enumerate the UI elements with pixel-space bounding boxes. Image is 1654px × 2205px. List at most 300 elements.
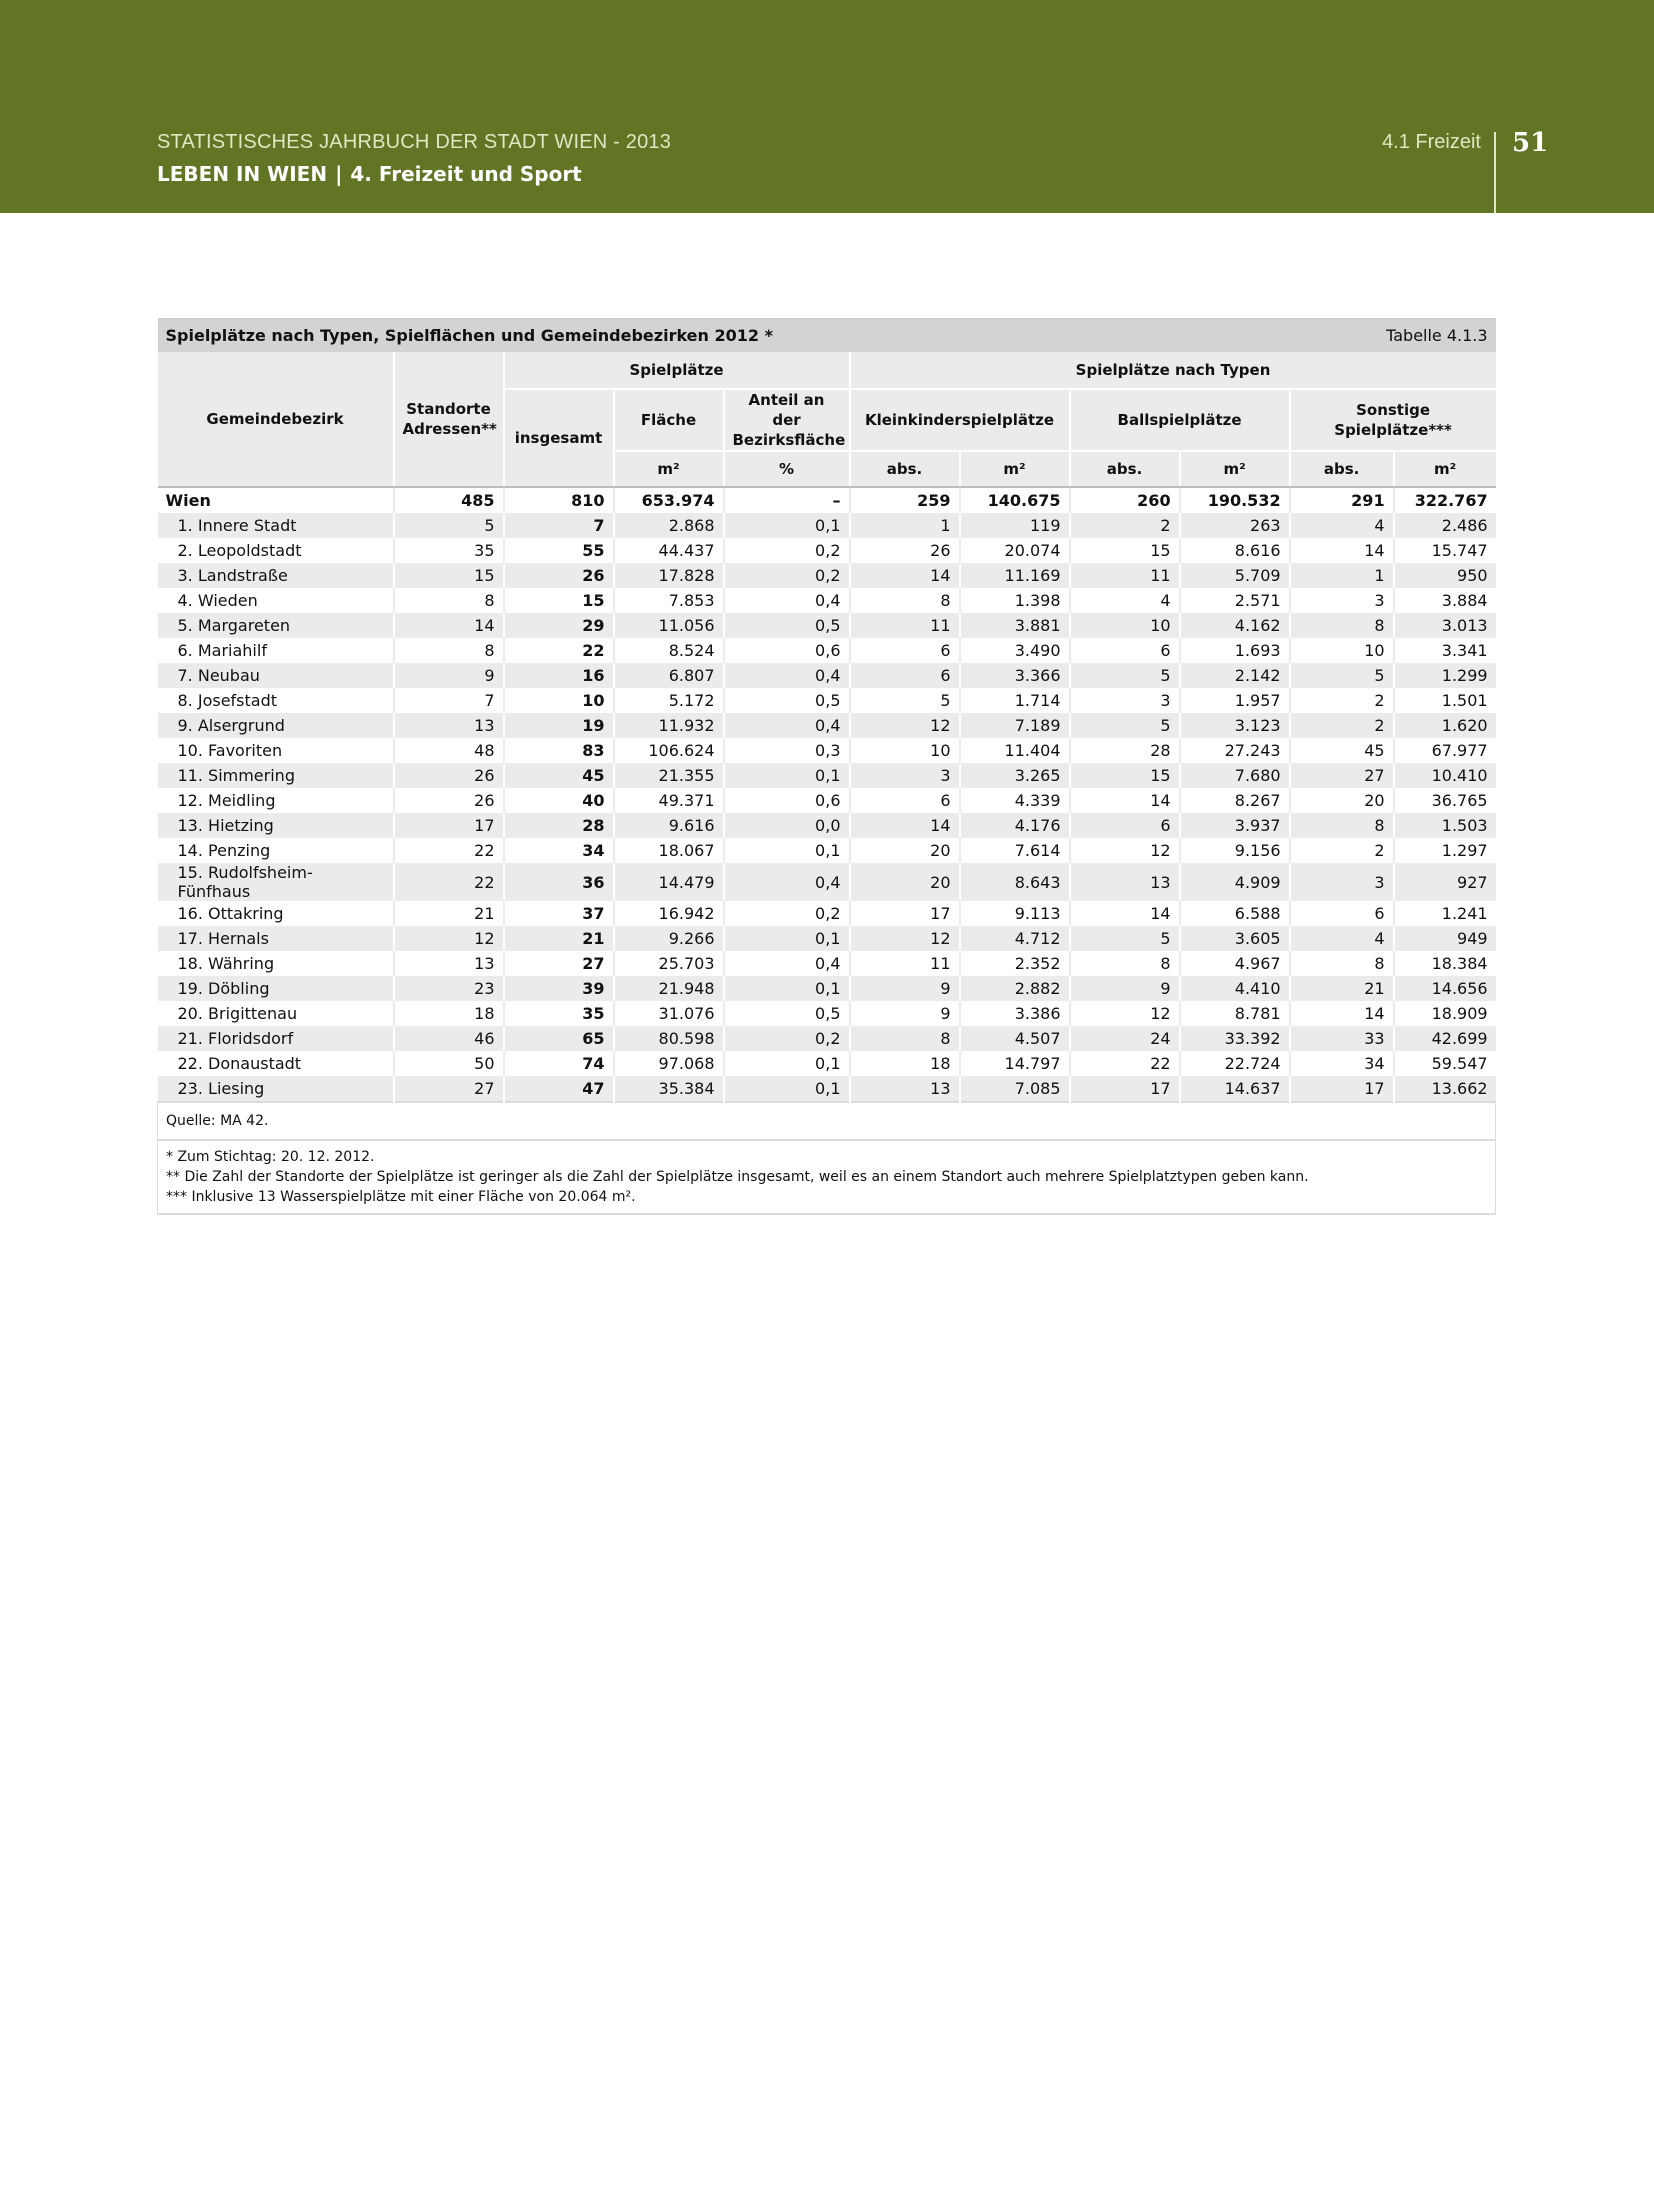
cell-total: 36	[504, 863, 614, 901]
cell-locations: 8	[394, 588, 504, 613]
cell-district: 2. Leopoldstadt	[158, 538, 394, 563]
cell-area: 21.948	[614, 976, 724, 1001]
chapter-label: 4. Freizeit und Sport	[350, 162, 582, 186]
cell-other-m2: 1.241	[1441, 904, 1488, 923]
cell-other-abs: 14	[1290, 538, 1394, 563]
cell-area: 8.524	[614, 638, 724, 663]
cell-other-m2: 1.501	[1441, 691, 1488, 710]
cell-toddler-abs: 10	[850, 738, 960, 763]
cell-toddler-m2: 3.490	[960, 638, 1070, 663]
table-row	[158, 713, 1496, 738]
table-row	[158, 538, 1496, 563]
cell-toddler-abs: 18	[850, 1051, 960, 1076]
cell-other-abs: 291	[1290, 487, 1394, 513]
cell-ball-abs: 14	[1070, 901, 1180, 926]
cell-ball-abs: 17	[1070, 1076, 1180, 1102]
cell-other-m2: 949	[1394, 926, 1496, 951]
cell-ball-m2: 5.709	[1180, 563, 1290, 588]
table-row	[158, 838, 1496, 863]
cell-toddler-m2: 7.085	[960, 1076, 1070, 1102]
total-row	[158, 487, 1496, 513]
cell-other-m2: 14.656	[1394, 976, 1496, 1001]
cell-ball-abs: 10	[1070, 613, 1180, 638]
cell-area: 14.479	[614, 863, 724, 901]
cell-ball-abs: 9	[1070, 976, 1180, 1001]
cell-ball-m2: 22.724	[1180, 1051, 1290, 1076]
cell-share: 0,4	[724, 951, 850, 976]
cell-other-m2: 3.341	[1441, 641, 1488, 660]
cell-locations: 15	[394, 563, 504, 588]
cell-ball-m2: 3.937	[1180, 813, 1290, 838]
cell-other-abs: 33	[1290, 1026, 1394, 1051]
cell-toddler-m2: 7.189	[960, 713, 1070, 738]
cell-other-abs: 4	[1290, 513, 1394, 538]
cell-area: 49.371	[614, 788, 724, 813]
cell-toddler-abs: 6	[850, 663, 960, 688]
cell-ball-m2: 263	[1180, 513, 1290, 538]
cell-district: 10. Favoriten	[158, 738, 394, 763]
cell-district: 15. Rudolfsheim-Fünfhaus	[158, 863, 394, 901]
header-area: Fläche	[614, 389, 724, 451]
cell-locations: 17	[394, 813, 504, 838]
table-row	[158, 976, 1496, 1001]
cell-toddler-m2: 11.169	[960, 563, 1070, 588]
table-row	[158, 663, 1496, 688]
cell-total: 65	[504, 1026, 614, 1051]
cell-share: 0,1	[724, 838, 850, 863]
cell-district: 19. Döbling	[158, 976, 394, 1001]
cell-ball-abs: 5	[1070, 926, 1180, 951]
cell-share: 0,5	[724, 1001, 850, 1026]
table-row	[158, 588, 1496, 613]
cell-other-abs: 5	[1290, 663, 1394, 688]
cell-share: 0,1	[724, 1076, 850, 1102]
cell-area: 9.266	[614, 926, 724, 951]
header-playgrounds: Spielplätze	[504, 352, 850, 389]
cell-locations: 46	[394, 1026, 504, 1051]
publication-title: STATISTISCHES JAHRBUCH DER STADT WIEN - 2013	[157, 131, 672, 153]
cell-area: 9.616	[614, 813, 724, 838]
cell-area: 31.076	[614, 1001, 724, 1026]
table-row	[158, 788, 1496, 813]
cell-other-abs: 4	[1290, 926, 1394, 951]
cell-other-m2: 1.299	[1394, 663, 1496, 688]
cell-total: 21	[504, 926, 614, 951]
breadcrumb-separator: |	[335, 162, 343, 186]
cell-share: 0,1	[724, 976, 850, 1001]
cell-ball-m2: 6.588	[1180, 901, 1290, 926]
header-divider	[1494, 132, 1496, 213]
cell-ball-abs: 22	[1070, 1051, 1180, 1076]
cell-ball-abs: 260	[1070, 487, 1180, 513]
cell-toddler-abs: 1	[850, 513, 960, 538]
cell-area: 6.807	[614, 663, 724, 688]
table-notes	[158, 1140, 1496, 1214]
cell-other-abs: 3	[1290, 588, 1394, 613]
unit-toddler-abs: abs.	[850, 451, 960, 487]
cell-district: Wien	[158, 487, 394, 513]
cell-total: 47	[504, 1076, 614, 1102]
header-by-type: Spielplätze nach Typen	[850, 352, 1496, 389]
cell-toddler-m2: 3.386	[960, 1001, 1070, 1026]
cell-share: 0,4	[724, 863, 850, 901]
cell-area: 44.437	[614, 538, 724, 563]
cell-share: 0,2	[724, 901, 850, 926]
cell-area: 80.598	[614, 1026, 724, 1051]
cell-toddler-abs: 12	[850, 713, 960, 738]
table-row	[158, 563, 1496, 588]
cell-total: 28	[504, 813, 614, 838]
section-label: 4.1 Freizeit	[1382, 131, 1481, 153]
cell-ball-abs: 15	[1070, 538, 1180, 563]
cell-locations: 13	[394, 713, 504, 738]
page-header-banner	[0, 0, 1654, 213]
cell-total: 83	[504, 738, 614, 763]
cell-share: 0,6	[724, 638, 850, 663]
cell-ball-abs: 15	[1070, 763, 1180, 788]
cell-other-m2: 59.547	[1431, 1054, 1488, 1073]
cell-locations: 5	[394, 513, 504, 538]
cell-other-m2: 927	[1394, 863, 1496, 901]
cell-total: 27	[504, 951, 614, 976]
cell-locations: 26	[394, 763, 504, 788]
cell-toddler-m2: 2.352	[960, 951, 1070, 976]
cell-other-abs: 10	[1290, 638, 1394, 663]
table-row	[158, 688, 1496, 713]
cell-locations: 48	[394, 738, 504, 763]
cell-ball-abs: 12	[1070, 1001, 1180, 1026]
cell-ball-abs: 24	[1070, 1026, 1180, 1051]
footnote-3: *** Inklusive 13 Wasserspielplätze mit einer Fläche von 20.064 m².	[166, 1189, 636, 1205]
cell-district: 1. Innere Stadt	[158, 513, 394, 538]
table-row	[158, 513, 1496, 538]
cell-ball-m2: 8.616	[1180, 538, 1290, 563]
cell-total: 26	[504, 563, 614, 588]
table-row	[158, 951, 1496, 976]
unit-other-m2: m²	[1394, 451, 1496, 487]
playground-table-container	[157, 318, 1495, 1215]
cell-total: 19	[504, 713, 614, 738]
cell-ball-abs: 28	[1070, 738, 1180, 763]
header-other: Sonstige Spielplätze***	[1290, 389, 1496, 451]
cell-toddler-m2: 7.614	[960, 838, 1070, 863]
cell-area: 653.974	[614, 487, 724, 513]
cell-ball-abs: 2	[1070, 513, 1180, 538]
cell-ball-m2: 8.781	[1180, 1001, 1290, 1026]
cell-locations: 26	[394, 788, 504, 813]
header-total: insgesamt	[504, 389, 614, 487]
cell-district: 7. Neubau	[158, 663, 394, 688]
cell-area: 21.355	[614, 763, 724, 788]
cell-district: 8. Josefstadt	[158, 688, 394, 713]
cell-other-abs: 17	[1290, 1076, 1394, 1102]
cell-ball-m2: 1.693	[1180, 638, 1290, 663]
cell-share: 0,4	[724, 663, 850, 688]
footnote-1: * Zum Stichtag: 20. 12. 2012.	[166, 1149, 375, 1165]
cell-other-m2: 13.662	[1394, 1076, 1496, 1102]
cell-ball-abs: 8	[1070, 951, 1180, 976]
cell-share: 0,3	[724, 738, 850, 763]
table-body	[158, 487, 1496, 1102]
cell-other-m2: 950	[1394, 563, 1496, 588]
cell-area: 106.624	[614, 738, 724, 763]
cell-toddler-abs: 5	[850, 688, 960, 713]
cell-toddler-m2: 3.881	[960, 613, 1070, 638]
cell-share: 0,4	[724, 713, 850, 738]
cell-toddler-abs: 6	[850, 788, 960, 813]
cell-ball-m2: 3.123	[1180, 713, 1290, 738]
cell-toddler-m2: 2.882	[960, 976, 1070, 1001]
cell-ball-m2: 2.142	[1180, 663, 1290, 688]
unit-ball-abs: abs.	[1070, 451, 1180, 487]
cell-locations: 21	[394, 901, 504, 926]
table-row	[158, 763, 1496, 788]
cell-total: 40	[504, 788, 614, 813]
header-district: Gemeindebezirk	[158, 352, 394, 487]
cell-total: 45	[504, 763, 614, 788]
cell-district: 11. Simmering	[158, 763, 394, 788]
cell-district: 3. Landstraße	[158, 563, 394, 588]
cell-toddler-m2: 4.712	[960, 926, 1070, 951]
table-row	[158, 901, 1496, 926]
cell-total: 810	[504, 487, 614, 513]
cell-other-m2: 1.620	[1394, 713, 1496, 738]
cell-other-abs: 3	[1290, 863, 1394, 901]
page-number: 51	[1512, 128, 1549, 158]
header-toddler: Kleinkinderspielplätze	[850, 389, 1070, 451]
cell-total: 37	[504, 901, 614, 926]
cell-other-abs: 8	[1290, 813, 1394, 838]
cell-other-abs: 27	[1290, 763, 1394, 788]
cell-district: 23. Liesing	[158, 1076, 394, 1102]
table-row	[158, 813, 1496, 838]
cell-toddler-m2: 20.074	[960, 538, 1070, 563]
part-label: LEBEN IN WIEN	[157, 162, 328, 186]
cell-toddler-abs: 8	[850, 588, 960, 613]
cell-ball-m2: 8.267	[1180, 788, 1290, 813]
cell-locations: 23	[394, 976, 504, 1001]
cell-district: 16. Ottakring	[158, 901, 394, 926]
cell-other-m2: 36.765	[1431, 791, 1488, 810]
cell-toddler-abs: 11	[850, 951, 960, 976]
cell-toddler-abs: 9	[850, 976, 960, 1001]
cell-area: 17.828	[614, 563, 724, 588]
cell-area: 35.384	[614, 1076, 724, 1102]
cell-ball-m2: 4.410	[1180, 976, 1290, 1001]
cell-toddler-abs: 13	[850, 1076, 960, 1102]
cell-ball-m2: 9.156	[1180, 838, 1290, 863]
cell-toddler-abs: 259	[850, 487, 960, 513]
cell-toddler-abs: 11	[850, 613, 960, 638]
cell-district: 14. Penzing	[158, 838, 394, 863]
cell-other-m2: 2.486	[1394, 513, 1496, 538]
cell-share: 0,6	[724, 788, 850, 813]
cell-other-m2: 10.410	[1394, 763, 1496, 788]
cell-total: 22	[504, 638, 614, 663]
cell-other-abs: 45	[1290, 738, 1394, 763]
cell-district: 13. Hietzing	[158, 813, 394, 838]
cell-other-abs: 8	[1290, 613, 1394, 638]
cell-total: 29	[504, 613, 614, 638]
cell-other-abs: 14	[1290, 1001, 1394, 1026]
cell-share: 0,1	[724, 513, 850, 538]
cell-other-m2: 3.884	[1441, 591, 1488, 610]
cell-share: 0,2	[724, 1026, 850, 1051]
cell-share: 0,0	[724, 813, 850, 838]
cell-locations: 22	[394, 838, 504, 863]
header-share: Anteil an der Bezirksfläche	[724, 389, 850, 451]
cell-toddler-abs: 17	[850, 901, 960, 926]
cell-ball-m2: 2.571	[1180, 588, 1290, 613]
cell-locations: 27	[394, 1076, 504, 1102]
cell-other-abs: 20	[1290, 788, 1394, 813]
chapter-breadcrumb	[157, 162, 582, 186]
header-locations: Standorte Adressen**	[394, 352, 504, 487]
cell-area: 7.853	[614, 588, 724, 613]
cell-locations: 50	[394, 1051, 504, 1076]
cell-share: 0,4	[724, 588, 850, 613]
playground-table	[157, 318, 1496, 1215]
cell-district: 6. Mariahilf	[158, 638, 394, 663]
cell-share: 0,1	[724, 926, 850, 951]
table-row	[158, 738, 1496, 763]
cell-locations: 18	[394, 1001, 504, 1026]
cell-district: 5. Margareten	[158, 613, 394, 638]
cell-area: 11.056	[614, 613, 724, 638]
cell-ball-abs: 3	[1070, 688, 1180, 713]
cell-other-m2: 15.747	[1431, 541, 1488, 560]
cell-toddler-m2: 1.398	[960, 588, 1070, 613]
cell-toddler-m2: 4.176	[960, 813, 1070, 838]
cell-toddler-abs: 20	[850, 863, 960, 901]
cell-ball-abs: 6	[1070, 813, 1180, 838]
cell-other-abs: 21	[1290, 976, 1394, 1001]
cell-total: 16	[504, 663, 614, 688]
cell-ball-abs: 12	[1070, 838, 1180, 863]
cell-toddler-m2: 9.113	[960, 901, 1070, 926]
cell-total: 34	[504, 838, 614, 863]
cell-area: 5.172	[614, 688, 724, 713]
cell-toddler-abs: 14	[850, 563, 960, 588]
cell-area: 25.703	[614, 951, 724, 976]
cell-ball-m2: 14.637	[1180, 1076, 1290, 1102]
table-row	[158, 1001, 1496, 1026]
cell-toddler-m2: 11.404	[960, 738, 1070, 763]
table-caption-row	[158, 319, 1496, 353]
cell-toddler-abs: 8	[850, 1026, 960, 1051]
cell-other-m2: 42.699	[1394, 1026, 1496, 1051]
cell-district: 9. Alsergrund	[158, 713, 394, 738]
cell-other-m2: 322.767	[1394, 487, 1496, 513]
cell-ball-abs: 6	[1070, 638, 1180, 663]
unit-toddler-m2: m²	[960, 451, 1070, 487]
cell-share: 0,5	[724, 688, 850, 713]
cell-area: 2.868	[614, 513, 724, 538]
cell-locations: 8	[394, 638, 504, 663]
cell-locations: 485	[394, 487, 504, 513]
unit-ball-m2: m²	[1180, 451, 1290, 487]
table-row	[158, 1051, 1496, 1076]
cell-locations: 13	[394, 951, 504, 976]
table-row	[158, 926, 1496, 951]
cell-total: 35	[504, 1001, 614, 1026]
cell-other-abs: 34	[1290, 1051, 1394, 1076]
cell-other-m2: 67.977	[1431, 741, 1488, 760]
table-source: Quelle: MA 42.	[158, 1102, 1496, 1140]
cell-total: 55	[504, 538, 614, 563]
cell-other-abs: 2	[1290, 713, 1394, 738]
cell-other-abs: 2	[1290, 838, 1394, 863]
cell-district: 22. Donaustadt	[158, 1051, 394, 1076]
cell-toddler-m2: 4.507	[960, 1026, 1070, 1051]
cell-other-m2: 1.297	[1441, 841, 1488, 860]
footnote-2: ** Die Zahl der Standorte der Spielplätze ist geringer als die Zahl der Spielplätze insgesamt, weil es an einem Standort auch mehrere Spielplatztypen geben kann.	[166, 1169, 1309, 1185]
cell-area: 16.942	[614, 901, 724, 926]
cell-ball-abs: 5	[1070, 663, 1180, 688]
unit-other-abs: abs.	[1290, 451, 1394, 487]
cell-other-m2: 18.384	[1431, 954, 1488, 973]
cell-ball-abs: 13	[1070, 863, 1180, 901]
cell-other-abs: 2	[1290, 688, 1394, 713]
cell-district: 18. Währing	[158, 951, 394, 976]
table-title: Spielplätze nach Typen, Spielflächen und Gemeindebezirken 2012 *	[158, 319, 1180, 353]
cell-toddler-m2: 119	[960, 513, 1070, 538]
cell-other-abs: 6	[1290, 901, 1394, 926]
cell-ball-abs: 5	[1070, 713, 1180, 738]
cell-toddler-m2: 8.643	[960, 863, 1070, 901]
header-ball: Ballspielplätze	[1070, 389, 1290, 451]
cell-toddler-abs: 12	[850, 926, 960, 951]
cell-share: 0,2	[724, 563, 850, 588]
cell-ball-m2: 4.967	[1180, 951, 1290, 976]
table-row	[158, 638, 1496, 663]
cell-locations: 7	[394, 688, 504, 713]
cell-ball-abs: 11	[1070, 563, 1180, 588]
cell-district: 21. Floridsdorf	[158, 1026, 394, 1051]
cell-toddler-m2: 4.339	[960, 788, 1070, 813]
cell-share: 0,1	[724, 1051, 850, 1076]
cell-toddler-m2: 140.675	[960, 487, 1070, 513]
cell-total: 7	[504, 513, 614, 538]
unit-share-pct: %	[724, 451, 850, 487]
cell-locations: 35	[394, 538, 504, 563]
cell-ball-m2: 33.392	[1180, 1026, 1290, 1051]
table-number: Tabelle 4.1.3	[1180, 319, 1496, 353]
cell-share: 0,1	[724, 763, 850, 788]
cell-share: 0,5	[724, 613, 850, 638]
cell-toddler-m2: 1.714	[960, 688, 1070, 713]
cell-total: 10	[504, 688, 614, 713]
cell-toddler-abs: 14	[850, 813, 960, 838]
cell-district: 4. Wieden	[158, 588, 394, 613]
cell-ball-m2: 190.532	[1180, 487, 1290, 513]
cell-other-m2: 18.909	[1431, 1004, 1488, 1023]
table-row	[158, 1026, 1496, 1051]
cell-toddler-m2: 14.797	[960, 1051, 1070, 1076]
cell-ball-abs: 4	[1070, 588, 1180, 613]
cell-toddler-m2: 3.366	[960, 663, 1070, 688]
cell-other-abs: 8	[1290, 951, 1394, 976]
cell-ball-m2: 7.680	[1180, 763, 1290, 788]
cell-locations: 22	[394, 863, 504, 901]
cell-district: 12. Meidling	[158, 788, 394, 813]
cell-other-m2: 1.503	[1394, 813, 1496, 838]
cell-ball-m2: 3.605	[1180, 926, 1290, 951]
cell-area: 97.068	[614, 1051, 724, 1076]
cell-toddler-abs: 3	[850, 763, 960, 788]
cell-share: –	[724, 487, 850, 513]
cell-area: 11.932	[614, 713, 724, 738]
